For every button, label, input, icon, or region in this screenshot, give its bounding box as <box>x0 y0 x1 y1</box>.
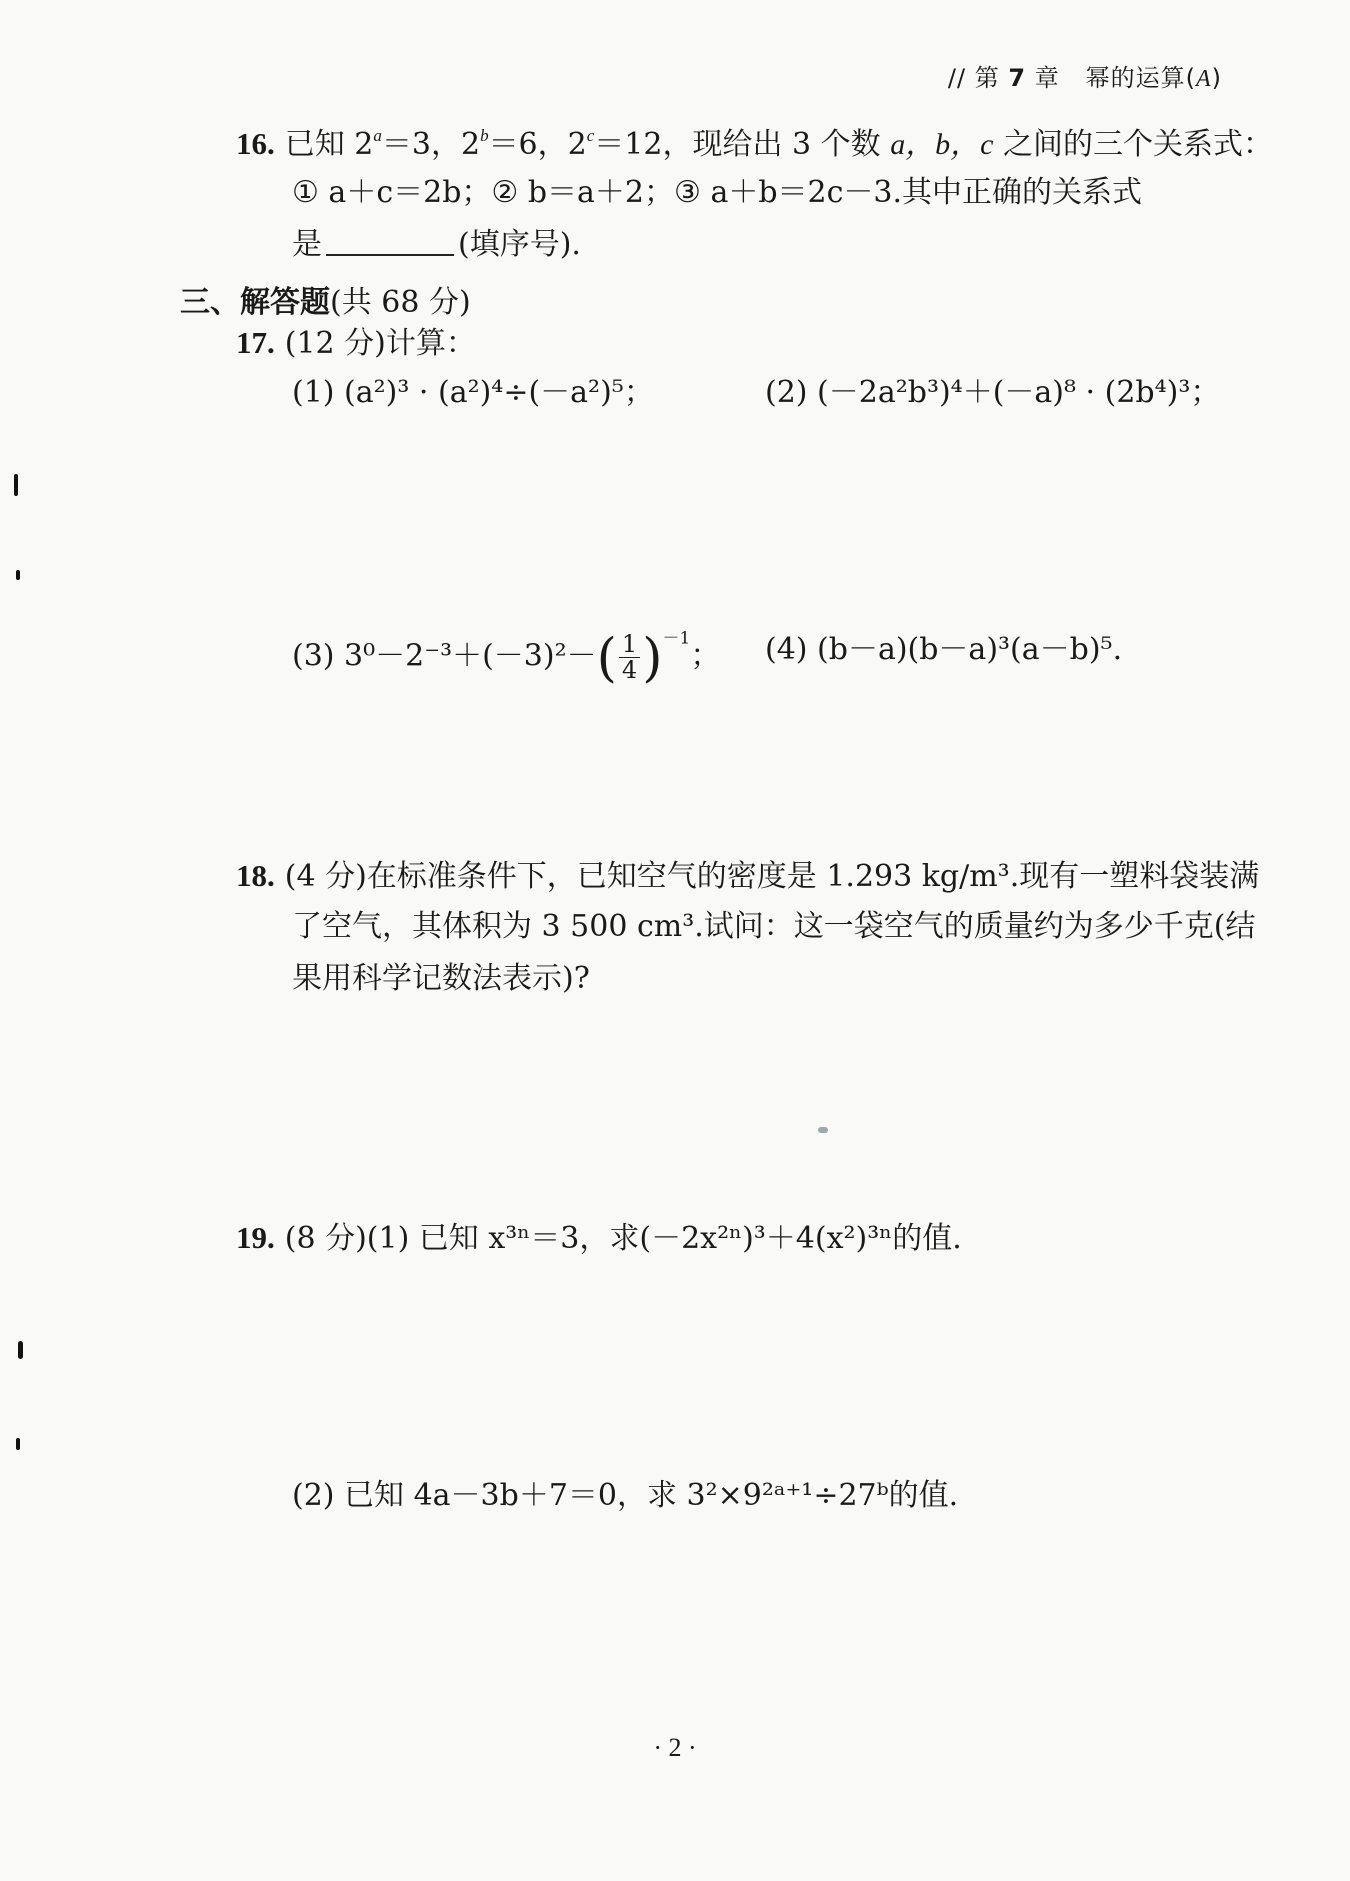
section-title: 三、解答题 <box>180 285 330 320</box>
q18-text-3: 果用科学记数法表示)? <box>292 961 590 996</box>
q16-text-a: 已知 2 <box>284 127 374 162</box>
q17-part3-end: ； <box>690 638 721 674</box>
q17-intro: (12 分)计算： <box>284 326 476 361</box>
q16-text-e: 之间的三个关系式： <box>1003 127 1274 162</box>
scan-mark <box>16 570 20 580</box>
q16-answer-blank[interactable] <box>326 228 454 256</box>
fraction-denominator: 4 <box>621 656 638 685</box>
q16-sup-b: b <box>480 126 489 145</box>
q17-part4-text: (4) (b－a)(b－a)³(a－b)⁵. <box>765 632 1123 667</box>
q19-line2 <box>292 1478 959 1513</box>
q19-part1-text: (8 分)(1) 已知 x³ⁿ＝3，求(－2x²ⁿ)³＋4(x²)³ⁿ的值. <box>284 1221 962 1256</box>
chapter-number: 7 <box>1008 64 1027 92</box>
page-number: · 2 · <box>653 1733 697 1762</box>
q17-fraction <box>619 632 640 683</box>
q18-text-1: (4 分)在标准条件下，已知空气的密度是 1.293 kg/m³.现有一塑料袋装满 <box>284 859 1260 894</box>
scan-mark <box>18 1341 23 1359</box>
q18-number: 18. <box>236 858 275 893</box>
q17-number: 17. <box>236 325 275 360</box>
section-score: (共 68 分) <box>330 285 471 320</box>
page-header <box>948 58 1222 93</box>
q18-text-2: 了空气，其体积为 3 500 cm³.试问：这一袋空气的质量约为多少千克(结 <box>292 909 1256 944</box>
q16-text-b: ＝3，2 <box>381 127 481 162</box>
scan-speck <box>818 1127 828 1133</box>
q16-line2 <box>292 175 1143 210</box>
q18-line3 <box>292 961 590 996</box>
scan-mark <box>16 1438 20 1450</box>
q17-part4 <box>765 632 1123 667</box>
chapter-title-end: ) <box>1211 64 1222 92</box>
chapter-title-var: A <box>1195 66 1212 92</box>
q16-relations: ① a＋c＝2b；② b＝a＋2；③ a＋b＝2c－3.其中正确的关系式 <box>292 175 1143 210</box>
q19-part2-text: (2) 已知 4a－3b＋7＝0，求 3²×9²ᵃ⁺¹÷27ᵇ的值. <box>292 1478 959 1513</box>
fraction-numerator: 1 <box>619 632 640 658</box>
q16-sup-a: a <box>373 126 382 145</box>
q18-line2 <box>292 909 1256 944</box>
chapter-suffix: 章 <box>1034 64 1060 92</box>
q16-line3 <box>292 228 581 260</box>
q17-part2 <box>765 375 1221 410</box>
q17-part3-exponent: －1 <box>662 628 691 649</box>
q16-text-c: ＝6，2 <box>488 127 587 162</box>
q17-part2-text: (2) (－2a²b³)⁴＋(－a)⁸ · (2b⁴)³； <box>765 375 1221 410</box>
q17-intro-line <box>236 327 476 359</box>
chapter-prefix: 第 <box>974 64 1000 92</box>
q16-number: 16. <box>236 126 275 161</box>
q16-vars: a，b，c <box>890 128 994 161</box>
q18-line1 <box>236 860 1259 892</box>
q17-part1-text: (1) (a²)³ · (a²)⁴÷(－a²)⁵； <box>292 375 654 410</box>
q17-part3-text: (3) 3⁰－2⁻³＋(－3)²－ <box>292 638 597 674</box>
header-mark: // <box>947 64 967 92</box>
q17-part3: (3) 3⁰－2⁻³＋(－3)²－( $\frac{1}{4}$ )$^{-1}$； <box>292 628 721 689</box>
q19-number: 19. <box>236 1220 275 1255</box>
q16-line1 <box>236 128 1273 160</box>
q16-sup-c: c <box>586 126 595 145</box>
scan-mark <box>14 474 18 496</box>
q16-text-fill: (填序号). <box>458 227 581 262</box>
q19-line1 <box>236 1222 962 1254</box>
q17-part1 <box>292 375 654 410</box>
q16-text-d: ＝12，现给出 3 个数 <box>594 127 881 162</box>
q16-text-shi: 是 <box>292 227 322 262</box>
section-heading <box>180 277 471 321</box>
chapter-title: 幂的运算( <box>1085 64 1196 92</box>
